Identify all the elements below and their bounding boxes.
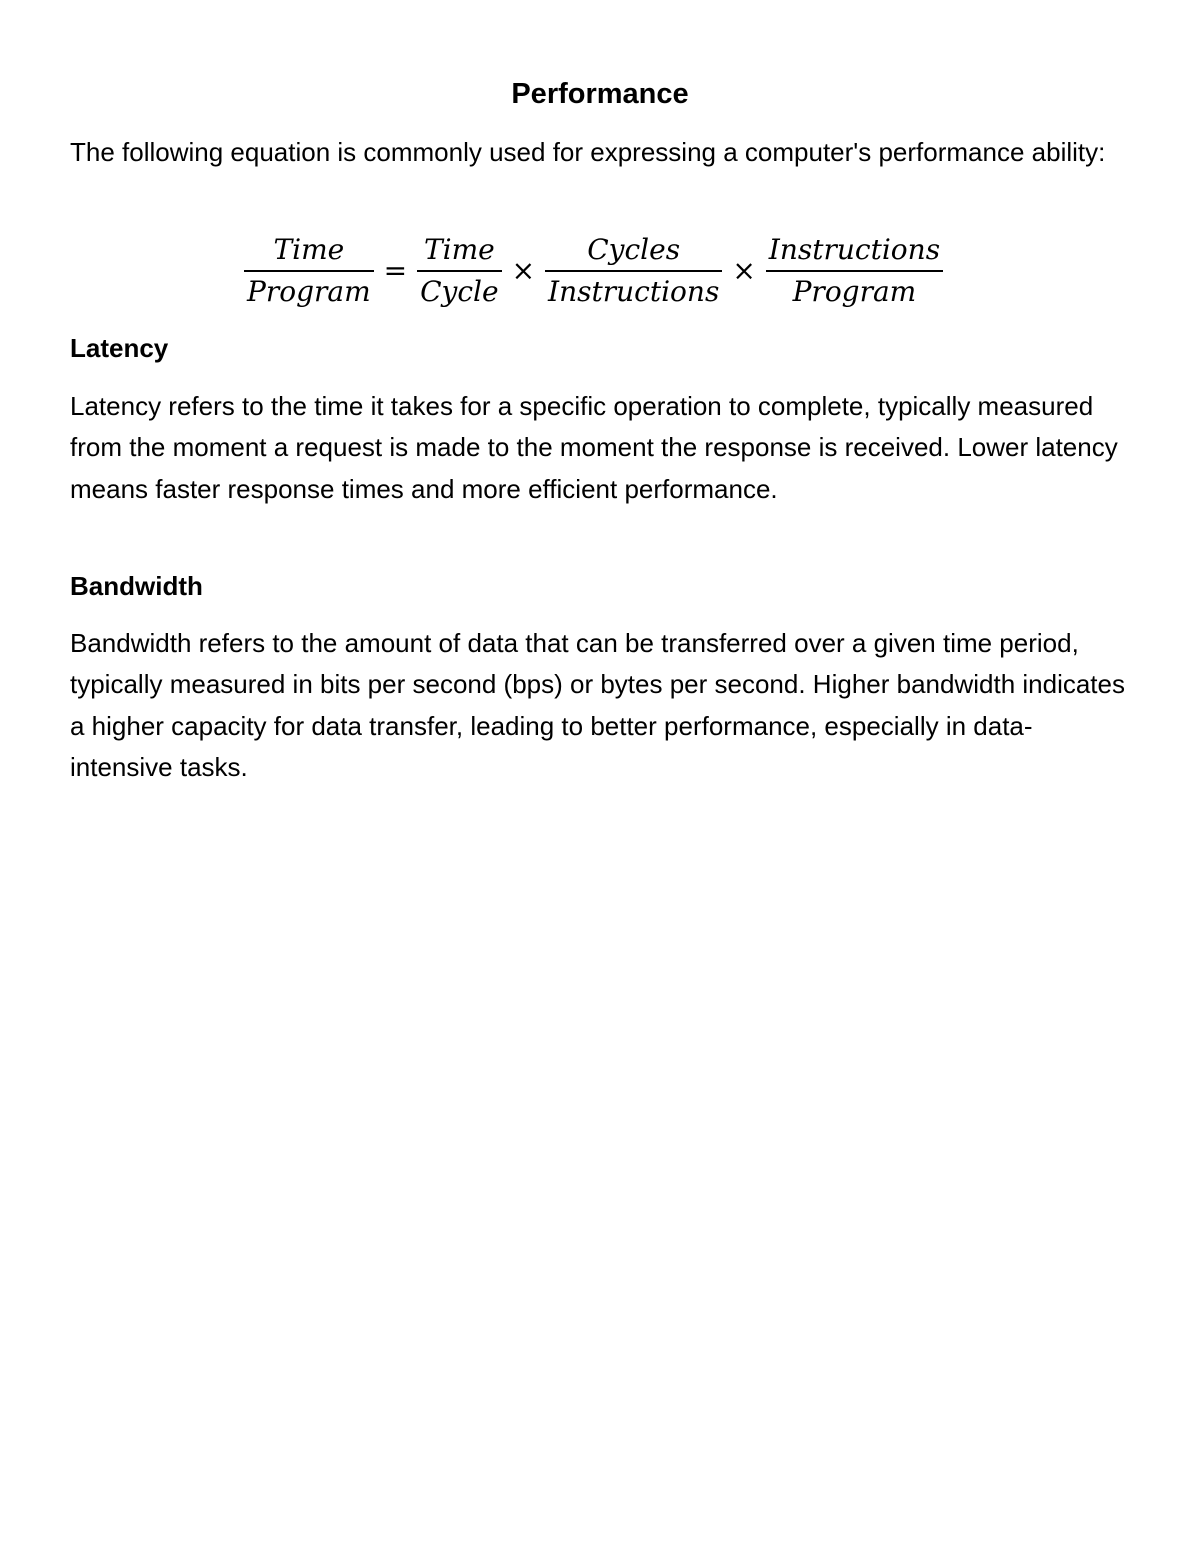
page-title: Performance <box>511 78 689 110</box>
latency-heading: Latency <box>70 333 169 363</box>
equation-term-3-numerator: Instructions <box>768 233 941 266</box>
times-sign: × <box>732 254 756 287</box>
equation-term-1-numerator: Time <box>423 233 495 266</box>
equation-term-3-denominator: Program <box>792 275 917 308</box>
bandwidth-paragraph: Bandwidth refers to the amount of data that can be transferred over a given time period, typically measured in bits per second (bps) or bytes per second. Higher bandwidth indicates a higher capacity for data transfer, leading to better performance, especially in data-intensive tasks. <box>70 628 1125 782</box>
equation-term-3-fraction <box>766 230 943 312</box>
equation-term-2-fraction <box>545 230 722 312</box>
equation-lhs-numerator: Time <box>273 233 345 266</box>
latency-paragraph: Latency refers to the time it takes for a specific operation to complete, typically measured from the moment a request is made to the moment the response is received. Lower latency means faster response times and more efficient performance. <box>70 391 1118 504</box>
equation-term-1-fraction <box>417 230 501 312</box>
equation-term-1-denominator: Cycle <box>420 275 499 308</box>
performance-equation <box>244 226 943 316</box>
intro-paragraph: The following equation is commonly used for expressing a computer's performance ability: <box>70 137 1106 167</box>
equation-lhs-fraction <box>244 230 374 312</box>
equation-term-2-denominator: Instructions <box>548 275 720 308</box>
times-sign: × <box>511 254 536 287</box>
bandwidth-heading: Bandwidth <box>70 571 203 601</box>
equals-sign: = <box>383 254 408 287</box>
equation-term-2-numerator: Cycles <box>587 233 681 266</box>
equation-lhs-denominator: Program <box>247 275 371 308</box>
